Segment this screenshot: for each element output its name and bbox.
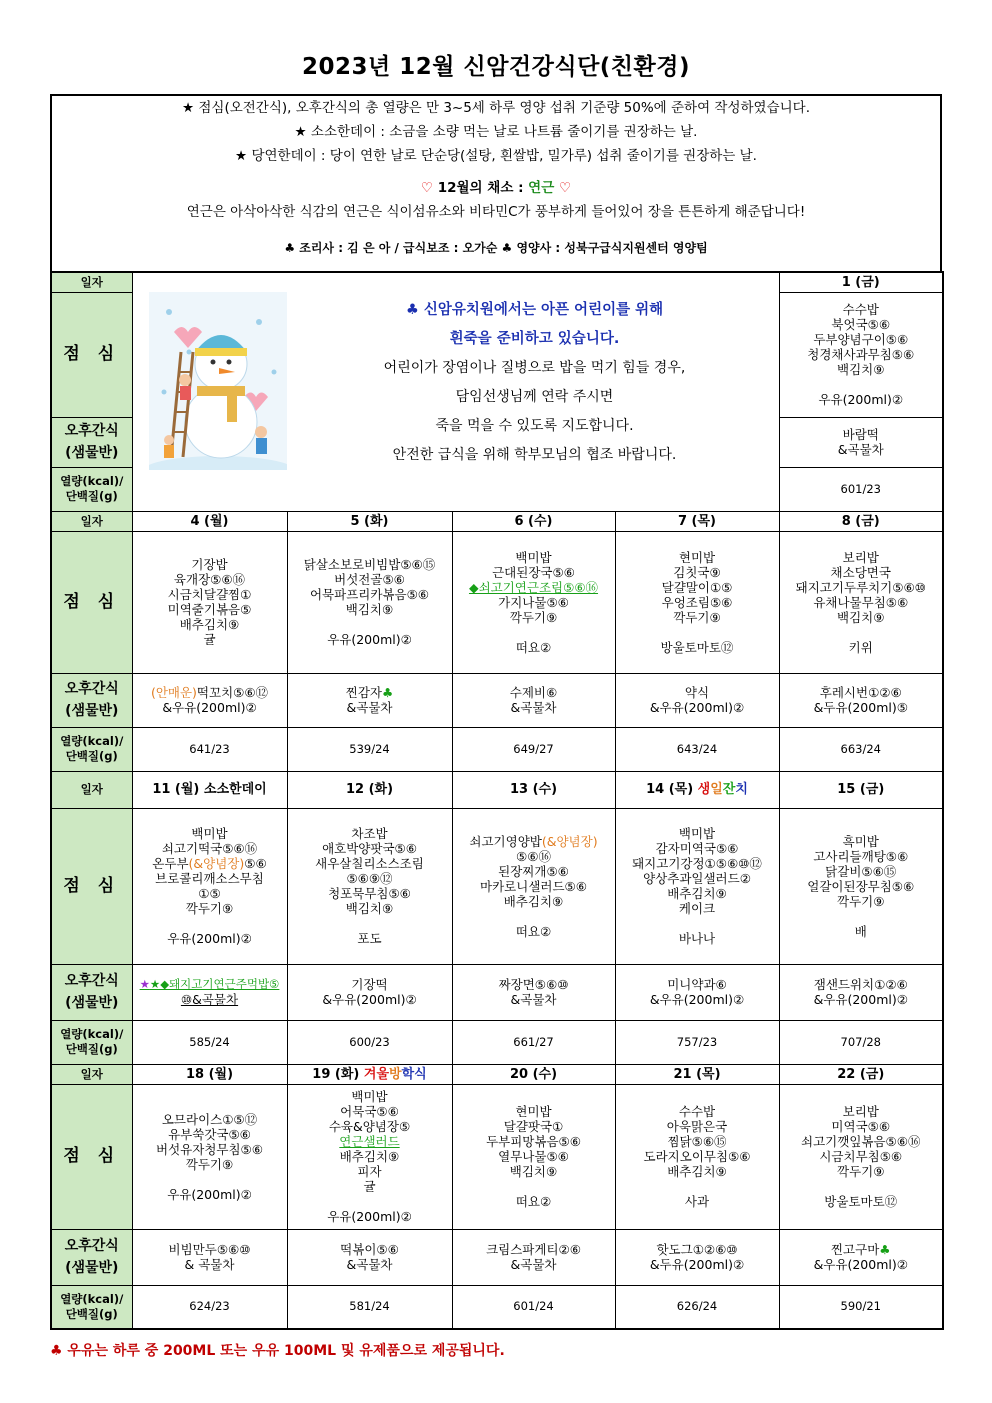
lunch-label: 점 심 bbox=[51, 292, 132, 417]
day-header: 19 (화) 겨울방학식 bbox=[287, 1064, 452, 1084]
energy-cell: 601/24 bbox=[452, 1285, 615, 1329]
snack-label: 오후간식 (샘물반) bbox=[51, 1229, 132, 1285]
energy-cell: 661/27 bbox=[452, 1020, 615, 1064]
day-header: 15 (금) bbox=[779, 771, 943, 808]
snack-cell: 기장떡 &우유(200ml)② bbox=[287, 964, 452, 1020]
snack-cell: 바람떡 &곡물차 bbox=[779, 417, 943, 467]
energy-cell: 643/24 bbox=[615, 727, 779, 771]
snack-cell: 잼샌드위치①②⑥ &우유(200ml)② bbox=[779, 964, 943, 1020]
lunch-cell: 보리밥 미역국⑤⑥ 쇠고기깻잎볶음⑤⑥⑯ 시금치무침⑤⑥ 깍두기⑨ 방울토마토⑫ bbox=[779, 1084, 943, 1229]
energy-cell: 590/21 bbox=[779, 1285, 943, 1329]
lunch-cell: 현미밥 달걀팟국① 두부피망볶음⑤⑥ 열무나물⑤⑥ 백김치⑨ 떠요② bbox=[452, 1084, 615, 1229]
energy-cell: 641/23 bbox=[132, 727, 287, 771]
lunch-cell: 현미밥 김칫국⑨ 달걀말이①⑤ 우엉조림⑤⑥ 깍두기⑨ 방울토마토⑫ bbox=[615, 531, 779, 673]
lunch-label: 점 심 bbox=[51, 531, 132, 673]
snowman-illustration bbox=[149, 292, 287, 470]
energy-label: 열량(kcal)/ 단백질(g) bbox=[51, 727, 132, 771]
day-header: 14 (목) 생일잔치 bbox=[615, 771, 779, 808]
day-header: 5 (화) bbox=[287, 511, 452, 531]
day-header: 13 (수) bbox=[452, 771, 615, 808]
snack-cell: 찐감자♣ &곡물차 bbox=[287, 673, 452, 727]
footer-note: ♣ 우유는 하루 중 200ML 또는 우유 100ML 및 유제품으로 제공됩니다. bbox=[50, 1343, 505, 1359]
snack-cell: ★★◆돼지고기연근주먹밥⑤ ⑩&곡물차 bbox=[132, 964, 287, 1020]
club-icon: ♣ bbox=[50, 1343, 63, 1359]
banner-line-5: 죽을 먹을 수 있도록 지도합니다. bbox=[435, 417, 634, 434]
lunch-cell: 오므라이스①⑤⑫ 유부쑥갓국⑤⑥ 버섯유자청무침⑤⑥ 깍두기⑨ 우유(200ml)② bbox=[132, 1084, 287, 1229]
lunch-cell: 백미밥 어묵국⑤⑥ 수육&양념장⑤ 연근샐러드 배추김치⑨ 피자 귤 우유(200ml)② bbox=[287, 1084, 452, 1229]
energy-cell: 600/23 bbox=[287, 1020, 452, 1064]
snack-cell: 떡볶이⑤⑥ &곡물차 bbox=[287, 1229, 452, 1285]
banner-line-3: 어린이가 장염이나 질병으로 밥을 먹기 힘들 경우, bbox=[383, 359, 686, 376]
lunch-cell: 백미밥 근대된장국⑤⑥ ◆쇠고기연근조림⑤⑥⑯ 가지나물⑤⑥ 깍두기⑨ 떠요② bbox=[452, 531, 615, 673]
energy-cell: 663/24 bbox=[779, 727, 943, 771]
notice-box bbox=[50, 94, 942, 271]
notice-line-2: ★ 소소한데이 : 소금을 소량 먹는 날로 나트륨 줄이기를 권장하는 날. bbox=[294, 124, 698, 140]
snack-cell: 수제비⑥ &곡물차 bbox=[452, 673, 615, 727]
club-icon: ♣ bbox=[382, 685, 394, 700]
club-icon: ♣ bbox=[879, 1242, 891, 1257]
lunch-cell: 백미밥 쇠고기떡국⑤⑥⑯ 온두부(&양념장)⑤⑥ 브로콜리깨소스무침 ①⑤ 깍두기⑨ 우유(200ml)② bbox=[132, 808, 287, 964]
vegetable-of-month bbox=[52, 176, 940, 200]
snack-cell: 짜장면⑤⑥⑩ &곡물차 bbox=[452, 964, 615, 1020]
day-header: 21 (목) bbox=[615, 1064, 779, 1084]
snack-label: 오후간식 (샘물반) bbox=[51, 417, 132, 467]
lunch-label: 점 심 bbox=[51, 1084, 132, 1229]
porridge-message bbox=[315, 296, 755, 470]
banner-line-6: 안전한 급식을 위해 학부모님의 협조 바랍니다. bbox=[392, 446, 677, 463]
veg-description: 연근은 아삭아삭한 식감의 연근은 식이섬유소와 비타민C가 풍부하게 들어있어 장을 튼튼하게 해준답니다! bbox=[186, 204, 806, 220]
snack-cell: 약식 &우유(200ml)② bbox=[615, 673, 779, 727]
snack-cell: 미니약과⑥ &우유(200ml)② bbox=[615, 964, 779, 1020]
energy-cell: 757/23 bbox=[615, 1020, 779, 1064]
snack-cell: (안매운)떡꼬치⑤⑥⑫ &우유(200ml)② bbox=[132, 673, 287, 727]
energy-cell: 539/24 bbox=[287, 727, 452, 771]
energy-label: 열량(kcal)/ 단백질(g) bbox=[51, 467, 132, 511]
energy-cell: 585/24 bbox=[132, 1020, 287, 1064]
date-label: 일자 bbox=[51, 1064, 132, 1084]
day-header: 6 (수) bbox=[452, 511, 615, 531]
lunch-cell: 쇠고기영양밥(&양념장) ⑤⑥⑯ 된장찌개⑤⑥ 마카로니샐러드⑤⑥ 배추김치⑨ 떠요② bbox=[452, 808, 615, 964]
energy-cell: 601/23 bbox=[779, 467, 943, 511]
veg-name: 연근 bbox=[528, 180, 555, 196]
banner-line-4: 담임선생님께 연락 주시면 bbox=[455, 388, 614, 405]
banner-line-1: 신암유치원에서는 아픈 어린이를 위해 bbox=[423, 301, 664, 318]
lunch-cell: 백미밥 감자미역국⑤⑥ 돼지고기강정①⑤⑥⑩⑫ 양상추과일샐러드② 배추김치⑨ 케이크 바나나 bbox=[615, 808, 779, 964]
day-header: 4 (월) bbox=[132, 511, 287, 531]
lunch-cell: 수수밥 북엇국⑤⑥ 두부양념구이⑤⑥ 청경채사과무침⑤⑥ 백김치⑨ 우유(200ml)② bbox=[779, 292, 943, 417]
day-header: 8 (금) bbox=[779, 511, 943, 531]
club-icon: ♣ bbox=[405, 301, 419, 318]
lunch-cell: 보리밥 채소당면국 돼지고기두루치기⑤⑥⑩ 유채나물무침⑤⑥ 백김치⑨ 키위 bbox=[779, 531, 943, 673]
energy-cell: 649/27 bbox=[452, 727, 615, 771]
energy-cell: 581/24 bbox=[287, 1285, 452, 1329]
day-header: 18 (월) bbox=[132, 1064, 287, 1084]
energy-cell: 624/23 bbox=[132, 1285, 287, 1329]
lunch-cell: 차조밥 애호박양팟국⑤⑥ 새우살칠리소스조림 ⑤⑥⑨⑫ 청포묵무침⑤⑥ 백김치⑨ 포도 bbox=[287, 808, 452, 964]
staff-line: ♣ 조리사 : 김 은 아 / 급식보조 : 오가순 ♣ 영양사 : 성북구급식지원센터 영양팀 bbox=[284, 241, 708, 255]
energy-cell: 626/24 bbox=[615, 1285, 779, 1329]
notice-line-3: ★ 당연한데이 : 당이 연한 날로 단순당(설탕, 흰쌀밥, 밀가루) 섭취 줄이기를 권장하는 날. bbox=[235, 148, 757, 164]
day-header: 1 (금) bbox=[779, 272, 943, 292]
snack-cell: 핫도그①②⑥⑩ &두유(200ml)② bbox=[615, 1229, 779, 1285]
lunch-cell: 닭살소보로비빔밥⑤⑥⑮ 버섯전골⑤⑥ 어묵파프리카볶음⑤⑥ 백김치⑨ 우유(200ml)② bbox=[287, 531, 452, 673]
day-header: 7 (목) bbox=[615, 511, 779, 531]
notice-line-1: ★ 점심(오전간식), 오후간식의 총 열량은 만 3~5세 하루 영양 섭취 기준량 50%에 준하여 작성하였습니다. bbox=[181, 100, 811, 116]
banner-line-2: 흰죽을 준비하고 있습니다. bbox=[449, 330, 620, 347]
lunch-cell: 흑미밥 고사리들깨탕⑤⑥ 닭갈비⑤⑥⑮ 얼갈이된장무침⑤⑥ 깍두기⑨ 배 bbox=[779, 808, 943, 964]
snack-label: 오후간식 (샘물반) bbox=[51, 964, 132, 1020]
veg-prefix: 12월의 채소 : bbox=[437, 180, 529, 196]
snack-cell: 비빔만두⑤⑥⑩ & 곡물차 bbox=[132, 1229, 287, 1285]
date-label: 일자 bbox=[51, 511, 132, 531]
lunch-label: 점 심 bbox=[51, 808, 132, 964]
energy-label: 열량(kcal)/ 단백질(g) bbox=[51, 1285, 132, 1329]
lunch-cell: 수수밥 아욱맑은국 찜닭⑤⑥⑮ 도라지오이무침⑤⑥ 배추김치⑨ 사과 bbox=[615, 1084, 779, 1229]
day-header: 11 (월) 소소한데이 bbox=[132, 771, 287, 808]
energy-label: 열량(kcal)/ 단백질(g) bbox=[51, 1020, 132, 1064]
snack-label: 오후간식 (샘물반) bbox=[51, 673, 132, 727]
day-header: 12 (화) bbox=[287, 771, 452, 808]
energy-cell: 707/28 bbox=[779, 1020, 943, 1064]
day-header: 20 (수) bbox=[452, 1064, 615, 1084]
snack-cell: 찐고구마♣ &우유(200ml)② bbox=[779, 1229, 943, 1285]
date-label: 일자 bbox=[51, 771, 132, 808]
date-label: 일자 bbox=[51, 272, 132, 292]
day-header: 22 (금) bbox=[779, 1064, 943, 1084]
snack-cell: 후레시번①②⑥ &두유(200ml)⑤ bbox=[779, 673, 943, 727]
menu-table bbox=[50, 271, 944, 1330]
heart-icon: ♡ bbox=[420, 180, 434, 196]
lunch-cell: 기장밥 육개장⑤⑥⑯ 시금치달걀찜① 미역줄기볶음⑤ 배추김치⑨ 귤 bbox=[132, 531, 287, 673]
banner-cell bbox=[132, 272, 779, 511]
heart-icon: ♡ bbox=[558, 180, 572, 196]
menu-sheet bbox=[50, 94, 942, 1330]
page-title: 2023년 12월 신암건강식단(친환경) bbox=[302, 54, 690, 80]
snack-cell: 크림스파게티②⑥ &곡물차 bbox=[452, 1229, 615, 1285]
